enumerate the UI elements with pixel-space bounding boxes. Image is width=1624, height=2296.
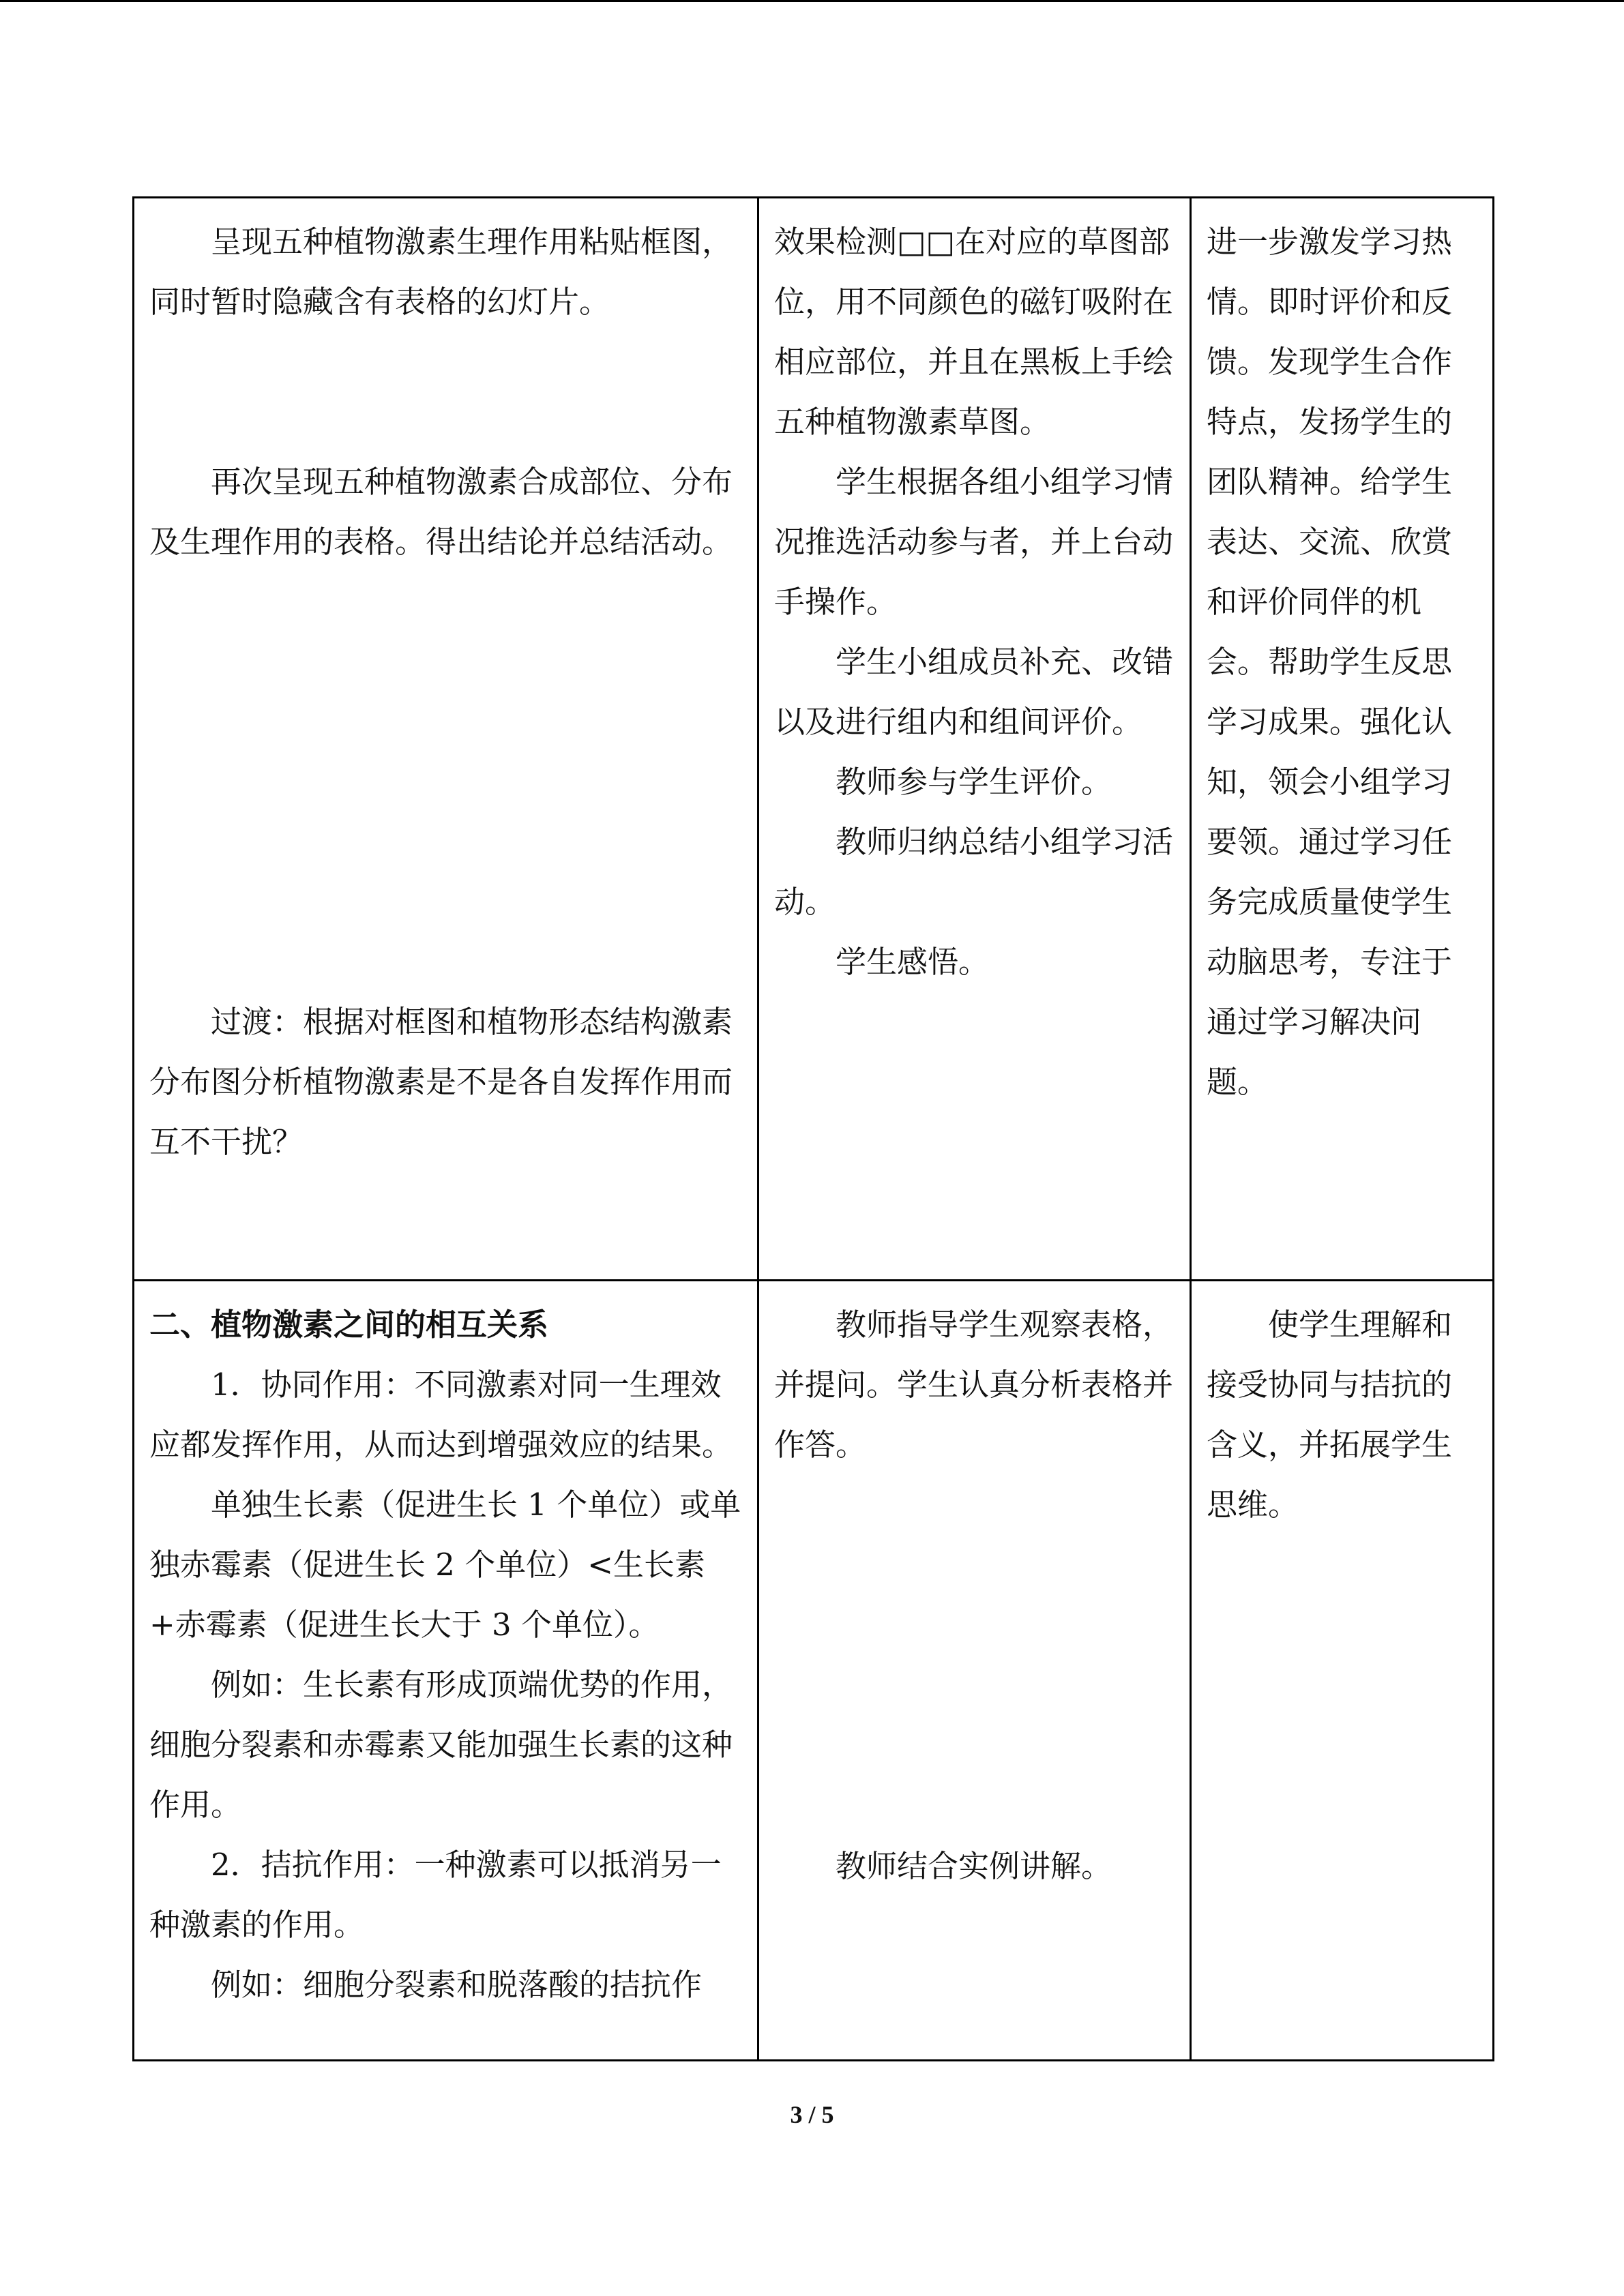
paragraph: 教师参与学生评价。: [836, 764, 1112, 800]
paragraph: 呈现五种植物激素生理作用粘贴框图，同时暂时隐藏含有表格的幻灯片。: [149, 224, 733, 320]
table-row: [134, 1281, 1494, 2061]
design-intent-cell: [1191, 198, 1494, 1281]
paragraph: 学生根据各组小组学习情况推选活动参与者，并上台动手操作。: [774, 464, 1174, 620]
paragraph: 教师指导学生观察表格，并提问。学生认真分析表格并作答。: [774, 1307, 1174, 1463]
section-heading: 二、植物激素之间的相互关系: [149, 1307, 549, 1343]
paragraph: 学生小组成员补充、改错以及进行组内和组间评价。: [774, 644, 1174, 740]
page-number: 3 / 5: [790, 2101, 834, 2128]
paragraph: 单独生长素（促进生长 1 个单位）或单独赤霉素（促进生长 2 个单位）<生长素+赤霉素（促进生长大于 3 个单位）。: [149, 1487, 741, 1643]
design-intent-cell: [1191, 1281, 1494, 2061]
paragraph: 教师归纳总结小组学习活动。: [774, 824, 1174, 920]
paragraph: 1．协同作用：不同激素对同一生理效应都发挥作用，从而达到增强效应的结果。: [149, 1367, 733, 1463]
table-row: [134, 198, 1494, 1281]
page-top-border: [0, 0, 1624, 2]
paragraph: 使学生理解和接受协同与拮抗的含义，并拓展学生思维。: [1207, 1307, 1453, 1523]
paragraph: 学生感悟。: [836, 944, 990, 980]
student-activity-cell: [758, 198, 1191, 1281]
paragraph: 2．拮抗作用：一种激素可以抵消另一种激素的作用。: [149, 1847, 722, 1943]
paragraph: 例如：细胞分裂素和脱落酸的拮抗作: [211, 1967, 703, 2003]
teacher-activity-cell: [134, 1281, 758, 2061]
teacher-activity-cell: [134, 198, 758, 1281]
paragraph: 教师结合实例讲解。: [836, 1848, 1112, 1884]
lesson-plan-table: [132, 196, 1494, 2061]
paragraph: 过渡：根据对框图和植物形态结构激素分布图分析植物激素是不是各自发挥作用而互不干扰？: [149, 1004, 733, 1160]
paragraph: 进一步激发学习热情。即时评价和反馈。发现学生合作特点，发扬学生的团队精神。给学生表达、交流、欣赏和评价同伴的机会。帮助学生反思学习成果。强化认知，领会小组学习要领。通过学习任务完成质量使学生动脑思考，专注于通过学习解决问题。: [1207, 224, 1453, 1100]
paragraph: 再次呈现五种植物激素合成部位、分布及生理作用的表格。得出结论并总结活动。: [149, 464, 733, 560]
paragraph: 例如：生长素有形成顶端优势的作用，细胞分裂素和赤霉素又能加强生长素的这种作用。: [149, 1667, 733, 1823]
paragraph: 效果检测□□在对应的草图部位，用不同颜色的磁钉吸附在相应部位，并且在黑板上手绘五种植物激素草图。: [774, 224, 1174, 440]
student-activity-cell: [758, 1281, 1191, 2061]
